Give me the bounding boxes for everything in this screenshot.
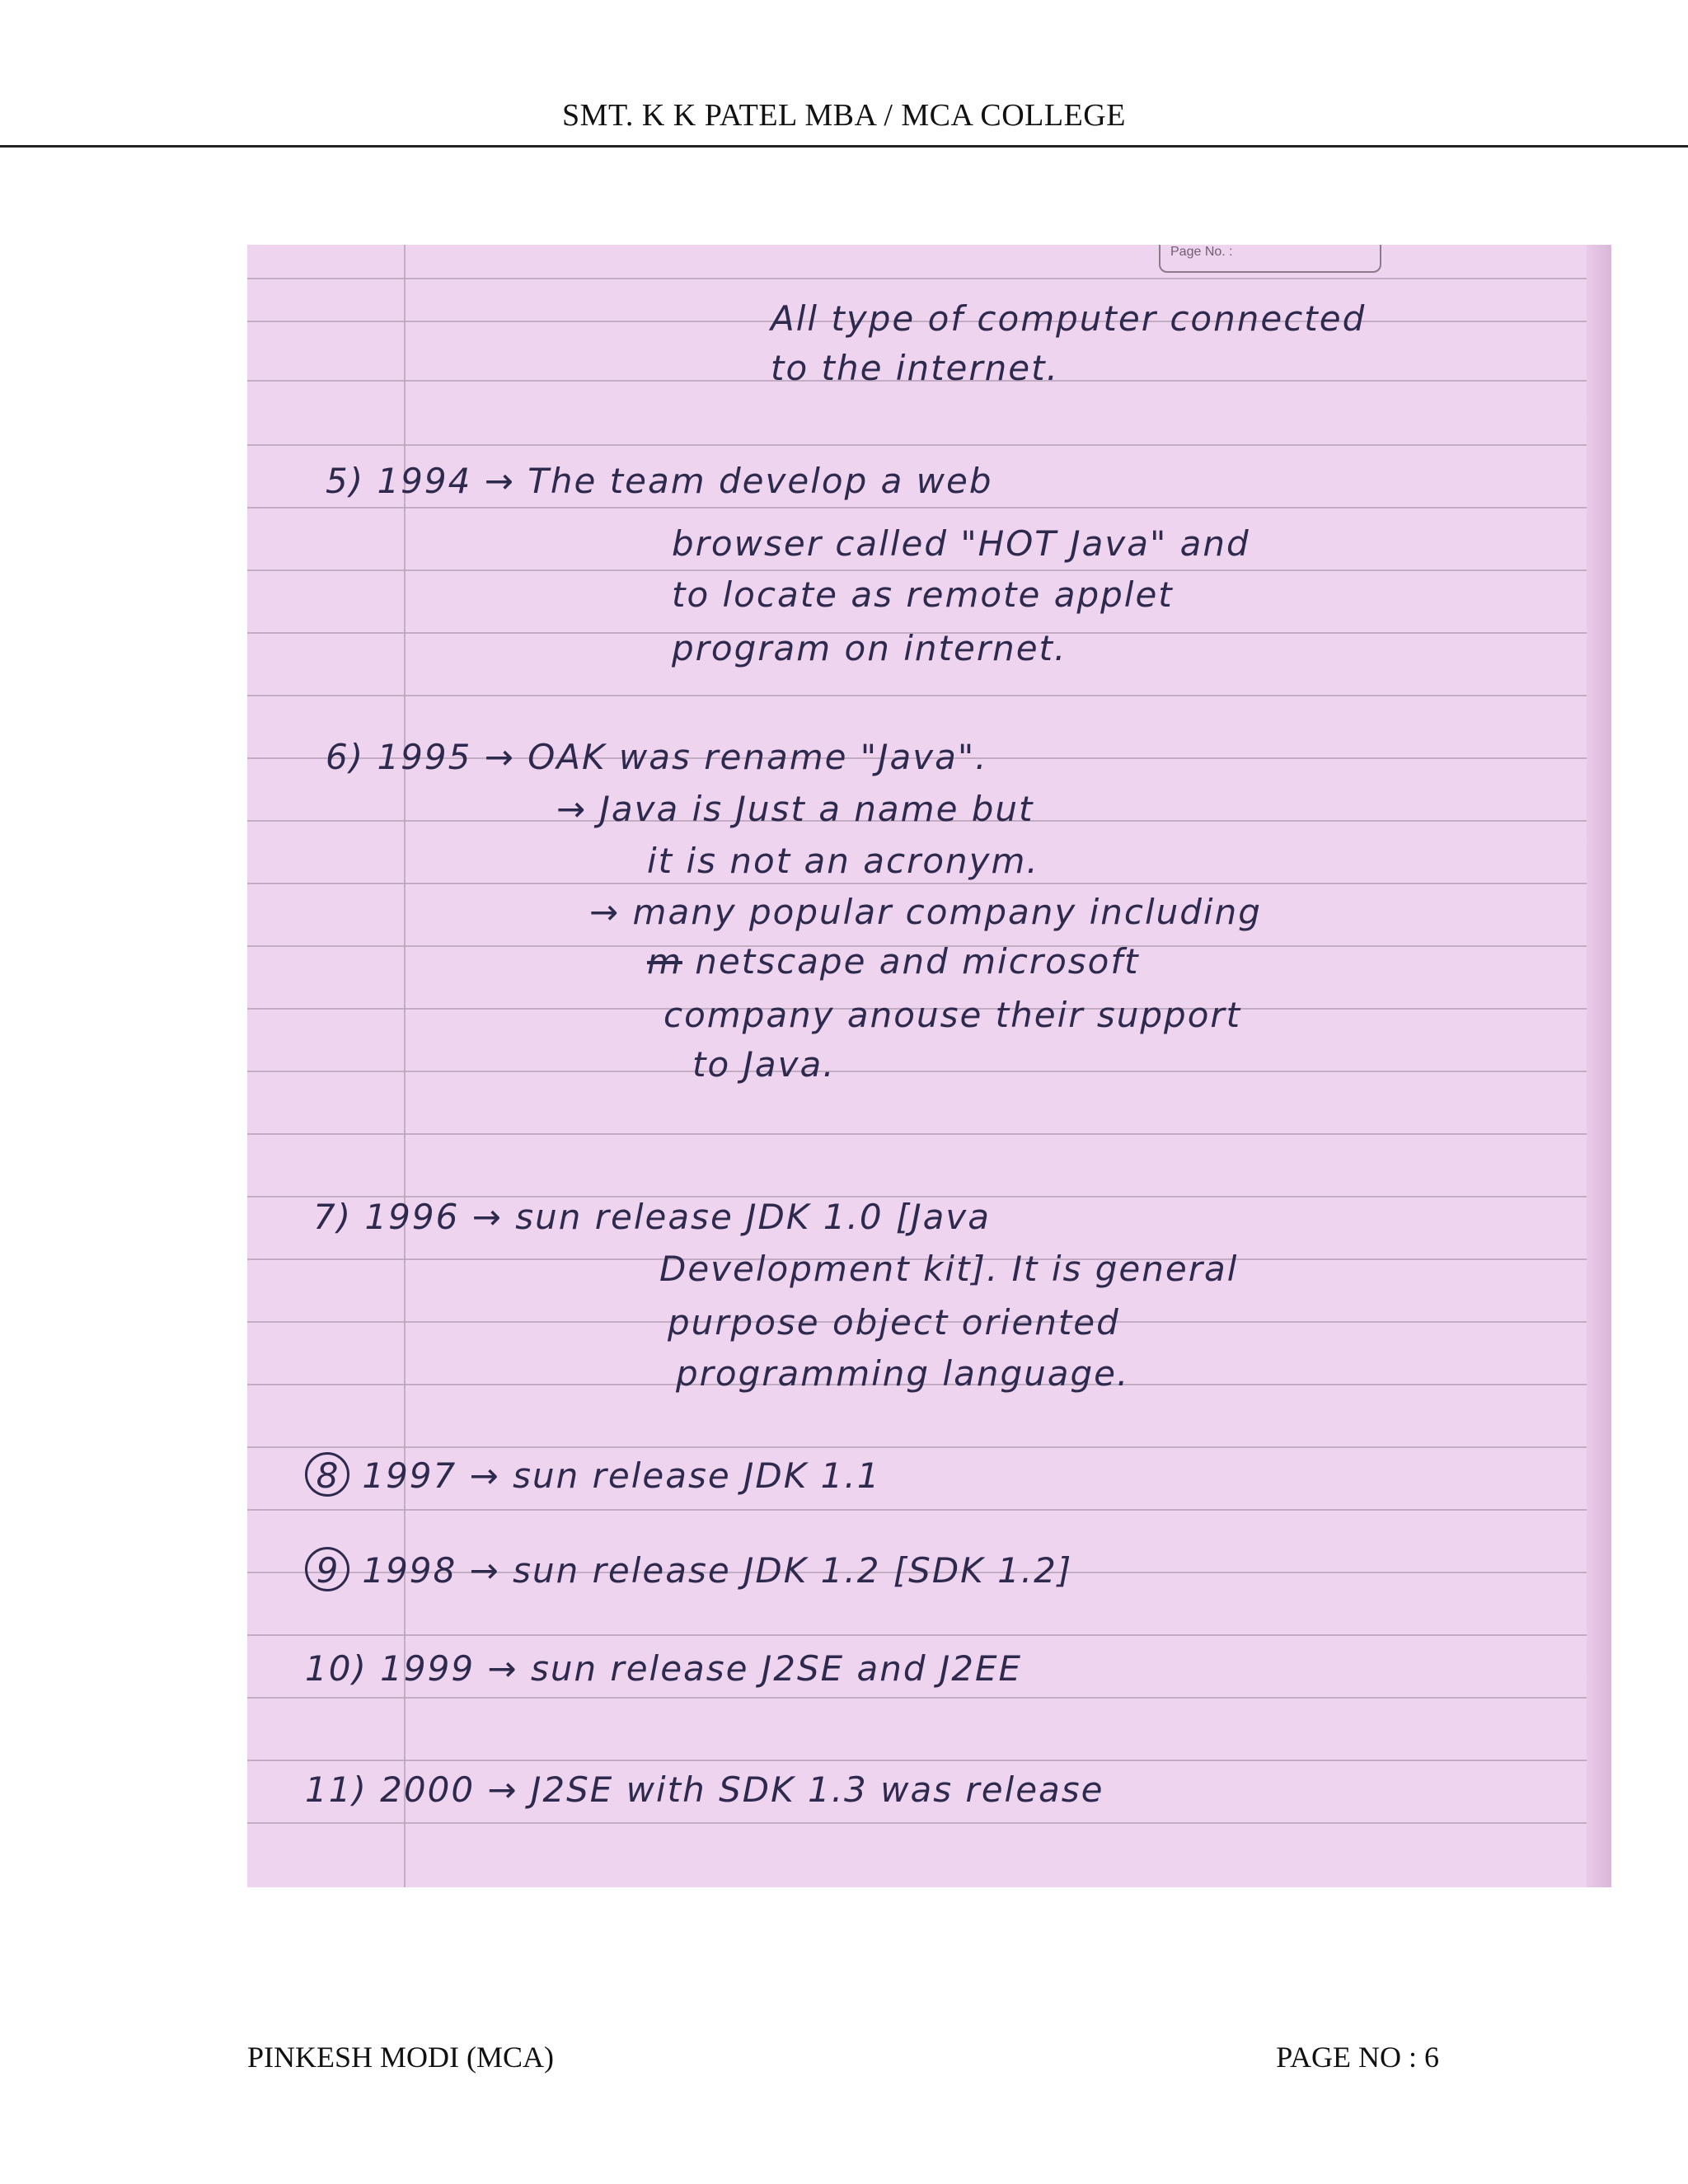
handwritten-line: to locate as remote applet — [672, 574, 1174, 615]
ruled-line — [247, 1822, 1611, 1824]
handwritten-line: to Java. — [692, 1044, 836, 1085]
handwritten-line: 11) 2000 → J2SE with SDK 1.3 was release — [305, 1769, 1104, 1810]
handwritten-line: programming language. — [676, 1353, 1130, 1394]
handwritten-line: 5) 1994 → The team develop a web — [326, 461, 993, 501]
ruled-line — [247, 1634, 1611, 1636]
header-divider — [0, 145, 1688, 148]
handwritten-line: 6) 1995 → OAK was rename "Java". — [326, 737, 988, 777]
circled-number: 9 — [305, 1547, 349, 1591]
struck-out-word: m — [647, 941, 682, 982]
handwritten-line — [305, 1452, 880, 1497]
ruled-line — [247, 569, 1611, 571]
ruled-line — [247, 1446, 1611, 1448]
handwritten-line: program on internet. — [672, 628, 1067, 668]
handwritten-line: it is not an acronym. — [647, 841, 1039, 881]
ruled-line — [247, 695, 1611, 696]
footer-page-number: PAGE NO : 6 — [1276, 2041, 1439, 2074]
handwritten-line-text: 1998 → sun release JDK 1.2 [SDK 1.2] — [362, 1550, 1073, 1591]
ruled-line — [247, 1133, 1611, 1135]
ruled-line — [247, 1697, 1611, 1699]
handwritten-line: 7) 1996 → sun release JDK 1.0 [Java — [313, 1197, 992, 1237]
handwritten-line: to the internet. — [771, 348, 1059, 388]
circled-number: 8 — [305, 1452, 349, 1497]
handwritten-line-text: 1997 → sun release JDK 1.1 — [362, 1455, 881, 1496]
scanned-notebook-page — [247, 245, 1611, 1887]
ruled-line — [247, 1509, 1611, 1511]
handwritten-line — [305, 1547, 1072, 1591]
page-number-box: Page No. : — [1159, 245, 1381, 273]
handwritten-line: browser called "HOT Java" and — [672, 523, 1250, 564]
ruled-line — [247, 507, 1611, 509]
handwritten-line: 10) 1999 → sun release J2SE and J2EE — [305, 1648, 1023, 1689]
ruled-line — [247, 1071, 1611, 1072]
handwritten-line: → Java is Just a name but — [556, 789, 1034, 829]
handwritten-line-text: netscape and microsoft — [695, 941, 1140, 982]
ruled-line — [247, 1760, 1611, 1761]
handwritten-line: → many popular company including — [589, 892, 1262, 932]
ruled-line — [247, 883, 1611, 884]
footer-author: PINKESH MODI (MCA) — [247, 2041, 555, 2074]
handwritten-line — [647, 941, 1140, 982]
header-title: SMT. K K PATEL MBA / MCA COLLEGE — [562, 98, 1126, 133]
handwritten-line: company anouse their support — [663, 995, 1242, 1035]
handwritten-line: Development kit]. It is general — [659, 1249, 1239, 1289]
ruled-line — [247, 278, 1611, 279]
ruled-line — [247, 444, 1611, 446]
handwritten-line: purpose object oriented — [668, 1302, 1120, 1343]
handwritten-line: All type of computer connected — [771, 298, 1367, 339]
